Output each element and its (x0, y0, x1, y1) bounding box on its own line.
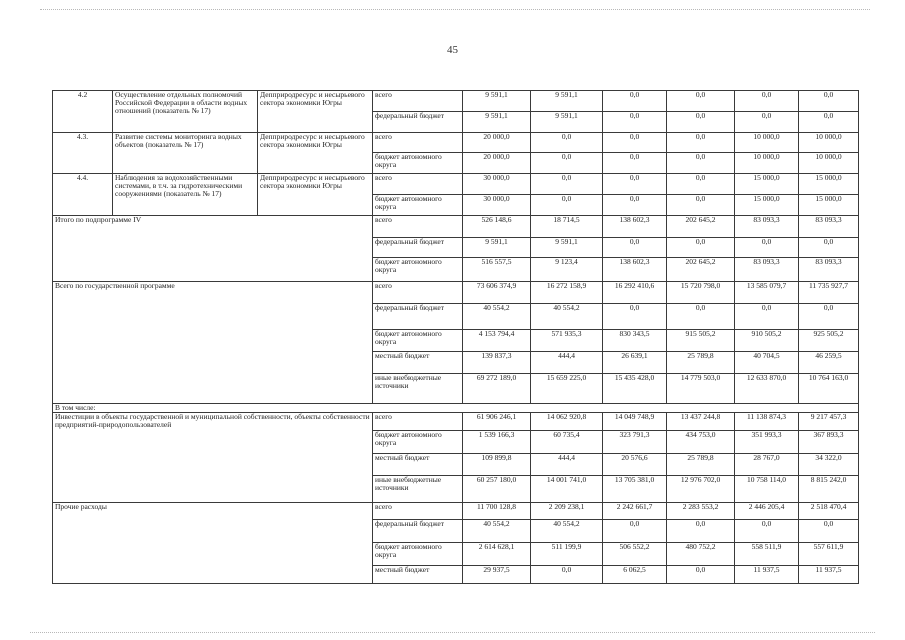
funding-source: бюджет автономного округа (373, 258, 463, 282)
value-cell: 0,0 (735, 520, 799, 543)
value-cell: 8 815 242,0 (799, 476, 859, 503)
value-cell: 11 937,5 (735, 566, 799, 584)
value-cell: 12 976 702,0 (667, 476, 735, 503)
value-cell: 18 714,5 (531, 216, 603, 238)
value-cell: 9 591,1 (463, 91, 531, 112)
value-cell: 40 704,5 (735, 352, 799, 374)
value-cell: 15 000,0 (735, 195, 799, 216)
value-cell: 0,0 (603, 238, 667, 258)
value-cell: 0,0 (735, 91, 799, 112)
value-cell: 323 791,3 (603, 431, 667, 454)
row-code: 4.4. (53, 174, 113, 216)
other-expenses-label: Прочие расходы (53, 503, 373, 584)
value-cell: 9 591,1 (531, 91, 603, 112)
value-cell: 60 257 180,0 (463, 476, 531, 503)
value-cell: 10 000,0 (735, 153, 799, 174)
executor: Депприродресурс и несырьевого сектора экономики Югры (258, 91, 373, 133)
value-cell: 0,0 (603, 133, 667, 153)
budget-table (52, 90, 859, 584)
funding-source: федеральный бюджет (373, 520, 463, 543)
funding-source: бюджет автономного округа (373, 195, 463, 216)
value-cell: 20 000,0 (463, 153, 531, 174)
value-cell: 34 322,0 (799, 454, 859, 476)
value-cell: 2 518 470,4 (799, 503, 859, 520)
value-cell: 138 602,3 (603, 258, 667, 282)
value-cell: 13 585 079,7 (735, 282, 799, 304)
page-number: 45 (447, 44, 458, 56)
value-cell: 0,0 (667, 174, 735, 195)
value-cell: 202 645,2 (667, 258, 735, 282)
funding-source: иные внебюджетные источники (373, 374, 463, 404)
value-cell: 15 000,0 (735, 174, 799, 195)
value-cell: 0,0 (667, 133, 735, 153)
value-cell: 10 758 114,0 (735, 476, 799, 503)
value-cell: 13 705 381,0 (603, 476, 667, 503)
value-cell: 0,0 (667, 520, 735, 543)
value-cell: 1 539 166,3 (463, 431, 531, 454)
value-cell: 0,0 (799, 520, 859, 543)
value-cell: 83 093,3 (799, 216, 859, 238)
value-cell: 16 292 410,6 (603, 282, 667, 304)
table-row (53, 91, 859, 112)
value-cell: 138 602,3 (603, 216, 667, 238)
value-cell: 557 611,9 (799, 543, 859, 566)
value-cell: 9 217 457,3 (799, 413, 859, 431)
value-cell: 516 557,5 (463, 258, 531, 282)
row-code: 4.2 (53, 91, 113, 133)
value-cell: 9 591,1 (531, 238, 603, 258)
value-cell: 83 093,3 (799, 258, 859, 282)
value-cell: 14 049 748,9 (603, 413, 667, 431)
value-cell: 30 000,0 (463, 174, 531, 195)
value-cell: 12 633 870,0 (735, 374, 799, 404)
value-cell: 20 576,6 (603, 454, 667, 476)
value-cell: 202 645,2 (667, 216, 735, 238)
value-cell: 0,0 (531, 195, 603, 216)
value-cell: 10 000,0 (735, 133, 799, 153)
value-cell: 0,0 (667, 304, 735, 330)
value-cell: 0,0 (735, 112, 799, 133)
funding-source: местный бюджет (373, 352, 463, 374)
value-cell: 15 720 798,0 (667, 282, 735, 304)
value-cell: 11 735 927,7 (799, 282, 859, 304)
value-cell: 16 272 158,9 (531, 282, 603, 304)
funding-source: всего (373, 174, 463, 195)
value-cell: 434 753,0 (667, 431, 735, 454)
value-cell: 0,0 (799, 304, 859, 330)
value-cell: 2 209 238,1 (531, 503, 603, 520)
value-cell: 0,0 (735, 238, 799, 258)
value-cell: 11 937,5 (799, 566, 859, 584)
funding-source: местный бюджет (373, 566, 463, 584)
value-cell: 73 606 374,9 (463, 282, 531, 304)
scan-bottom-edge (30, 632, 875, 633)
value-cell: 2 446 205,4 (735, 503, 799, 520)
value-cell: 0,0 (531, 133, 603, 153)
value-cell: 14 062 920,8 (531, 413, 603, 431)
value-cell: 14 779 503,0 (667, 374, 735, 404)
value-cell: 4 153 794,4 (463, 330, 531, 352)
funding-source: бюджет автономного округа (373, 330, 463, 352)
value-cell: 10 000,0 (799, 153, 859, 174)
value-cell: 367 893,3 (799, 431, 859, 454)
table-row (53, 133, 859, 153)
funding-source: федеральный бюджет (373, 304, 463, 330)
value-cell: 40 554,2 (531, 304, 603, 330)
funding-source: всего (373, 282, 463, 304)
value-cell: 0,0 (667, 91, 735, 112)
value-cell: 511 199,9 (531, 543, 603, 566)
value-cell: 6 062,5 (603, 566, 667, 584)
executor: Депприродресурс и несырьевого сектора экономики Югры (258, 133, 373, 174)
investments-label: Инвестиции в объекты государственной и муниципальной собственности, объекты собственности предприятий-природопользователей (53, 413, 373, 503)
value-cell: 15 000,0 (799, 195, 859, 216)
value-cell: 0,0 (667, 238, 735, 258)
funding-source: всего (373, 216, 463, 238)
value-cell: 11 138 874,3 (735, 413, 799, 431)
value-cell: 0,0 (735, 304, 799, 330)
value-cell: 0,0 (603, 304, 667, 330)
table-row (53, 216, 859, 238)
value-cell: 69 272 189,0 (463, 374, 531, 404)
value-cell: 15 435 428,0 (603, 374, 667, 404)
funding-source: всего (373, 413, 463, 431)
executor: Депприродресурс и несырьевого сектора экономики Югры (258, 174, 373, 216)
value-cell: 20 000,0 (463, 133, 531, 153)
funding-source: всего (373, 503, 463, 520)
value-cell: 2 614 628,1 (463, 543, 531, 566)
value-cell: 61 906 246,1 (463, 413, 531, 431)
value-cell: 526 148,6 (463, 216, 531, 238)
value-cell: 2 283 553,2 (667, 503, 735, 520)
value-cell: 2 242 661,7 (603, 503, 667, 520)
value-cell: 9 591,1 (531, 112, 603, 133)
value-cell: 0,0 (603, 195, 667, 216)
funding-source: федеральный бюджет (373, 238, 463, 258)
table-row (53, 413, 859, 431)
program-total-label: Всего по государственной программе (53, 282, 373, 404)
funding-source: иные внебюджетные источники (373, 476, 463, 503)
value-cell: 9 591,1 (463, 238, 531, 258)
value-cell: 83 093,3 (735, 258, 799, 282)
funding-source: федеральный бюджет (373, 112, 463, 133)
value-cell: 25 789,8 (667, 454, 735, 476)
value-cell: 40 554,2 (531, 520, 603, 543)
value-cell: 0,0 (603, 112, 667, 133)
value-cell: 139 837,3 (463, 352, 531, 374)
value-cell: 83 093,3 (735, 216, 799, 238)
value-cell: 0,0 (667, 566, 735, 584)
value-cell: 10 000,0 (799, 133, 859, 153)
table-row (53, 174, 859, 195)
table-row (53, 282, 859, 304)
value-cell: 46 259,5 (799, 352, 859, 374)
value-cell: 0,0 (799, 91, 859, 112)
value-cell: 11 700 128,8 (463, 503, 531, 520)
value-cell: 28 767,0 (735, 454, 799, 476)
value-cell: 925 505,2 (799, 330, 859, 352)
value-cell: 0,0 (667, 112, 735, 133)
value-cell: 0,0 (603, 91, 667, 112)
funding-source: бюджет автономного округа (373, 153, 463, 174)
value-cell: 0,0 (603, 520, 667, 543)
activity-name: Развитие системы мониторинга водных объектов (показатель № 17) (113, 133, 258, 174)
value-cell: 0,0 (799, 112, 859, 133)
value-cell: 830 343,5 (603, 330, 667, 352)
value-cell: 60 735,4 (531, 431, 603, 454)
value-cell: 30 000,0 (463, 195, 531, 216)
value-cell: 480 752,2 (667, 543, 735, 566)
activity-name: Осуществление отдельных полномочий Российской Федерации в области водных отношений (показатель № 17) (113, 91, 258, 133)
value-cell: 0,0 (531, 566, 603, 584)
value-cell: 109 899,8 (463, 454, 531, 476)
value-cell: 571 935,3 (531, 330, 603, 352)
subtotal-label: Итого по подпрограмме IV (53, 216, 373, 282)
value-cell: 0,0 (603, 153, 667, 174)
scan-top-edge (40, 9, 870, 10)
value-cell: 915 505,2 (667, 330, 735, 352)
table-row (53, 404, 859, 413)
value-cell: 444,4 (531, 352, 603, 374)
value-cell: 13 437 244,8 (667, 413, 735, 431)
value-cell: 10 764 163,0 (799, 374, 859, 404)
value-cell: 26 639,1 (603, 352, 667, 374)
funding-source: бюджет автономного округа (373, 543, 463, 566)
value-cell: 9 591,1 (463, 112, 531, 133)
activity-name: Наблюдения за водохозяйственными системами, в т.ч. за гидротехническими сооружениями (показатель № 17) (113, 174, 258, 216)
funding-source: бюджет автономного округа (373, 431, 463, 454)
funding-source: местный бюджет (373, 454, 463, 476)
value-cell: 40 554,2 (463, 520, 531, 543)
value-cell: 0,0 (667, 153, 735, 174)
value-cell: 0,0 (531, 174, 603, 195)
table-row (53, 503, 859, 520)
value-cell: 910 505,2 (735, 330, 799, 352)
value-cell: 40 554,2 (463, 304, 531, 330)
value-cell: 0,0 (531, 153, 603, 174)
funding-source: всего (373, 133, 463, 153)
value-cell: 0,0 (603, 174, 667, 195)
funding-source: всего (373, 91, 463, 112)
value-cell: 0,0 (667, 195, 735, 216)
value-cell: 0,0 (799, 238, 859, 258)
value-cell: 14 001 741,0 (531, 476, 603, 503)
section-label: В том числе: (53, 404, 859, 413)
value-cell: 9 123,4 (531, 258, 603, 282)
value-cell: 15 000,0 (799, 174, 859, 195)
value-cell: 29 937,5 (463, 566, 531, 584)
value-cell: 351 993,3 (735, 431, 799, 454)
row-code: 4.3. (53, 133, 113, 174)
value-cell: 15 659 225,0 (531, 374, 603, 404)
value-cell: 558 511,9 (735, 543, 799, 566)
value-cell: 444,4 (531, 454, 603, 476)
value-cell: 25 789,8 (667, 352, 735, 374)
value-cell: 506 552,2 (603, 543, 667, 566)
